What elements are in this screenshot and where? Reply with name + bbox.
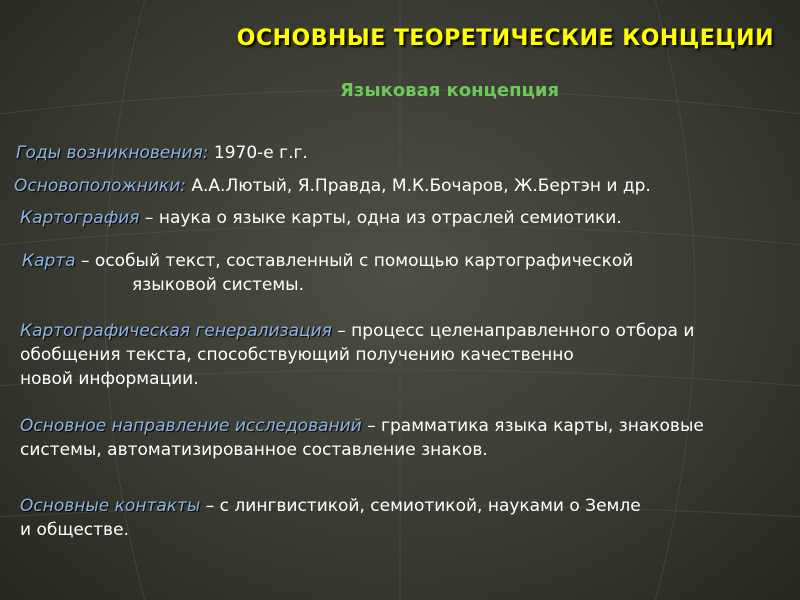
map-line-1 <box>22 250 633 273</box>
years-text: 1970-е г.г. <box>208 143 308 163</box>
cartography-label: Картография <box>20 208 140 228</box>
contacts-line-2 <box>20 519 129 542</box>
direction-text-2: системы, автоматизированное составление знаков. <box>20 440 488 460</box>
map-label: Карта <box>22 251 76 271</box>
slide-subtitle: Языковая концепция <box>340 80 560 101</box>
generalization-text-2: обобщения текста, способствующий получению качественно <box>20 345 574 365</box>
map-text-1: – особый текст, составленный с помощью картографической <box>75 251 634 271</box>
generalization-line-1 <box>20 320 694 343</box>
generalization-line-3 <box>20 368 199 391</box>
map-text-2: языковой системы. <box>132 275 304 295</box>
generalization-line-2 <box>20 344 574 367</box>
map-line-2 <box>132 274 304 297</box>
generalization-label: Картографическая генерализация <box>20 321 332 341</box>
direction-line-1 <box>20 415 704 438</box>
contacts-text-2: и обществе. <box>20 520 129 540</box>
direction-text-1: – грамматика языка карты, знаковые <box>361 416 704 436</box>
slide-title: ОСНОВНЫЕ ТЕОРЕТИЧЕСКИЕ КОНЦЕЦИИ <box>236 26 774 51</box>
generalization-text-1: – процесс целенаправленного отбора и <box>331 321 695 341</box>
contacts-line-1 <box>20 495 641 518</box>
generalization-text-3: новой информации. <box>20 369 199 389</box>
years-line <box>16 142 308 165</box>
years-label: Годы возникновения: <box>16 143 209 163</box>
founders-label: Основоположники: <box>14 176 186 196</box>
contacts-label: Основные контакты <box>20 496 201 516</box>
contacts-text-1: – с лингвистикой, семиотикой, науками о Земле <box>200 496 641 516</box>
founders-line <box>14 175 651 198</box>
cartography-line <box>20 207 622 230</box>
cartography-text: – наука о языке карты, одна из отраслей семиотики. <box>139 208 622 228</box>
direction-line-2 <box>20 439 488 462</box>
founders-text: А.А.Лютый, Я.Правда, М.К.Бочаров, Ж.Бертэн и др. <box>185 176 651 196</box>
direction-label: Основное направление исследований <box>20 416 362 436</box>
